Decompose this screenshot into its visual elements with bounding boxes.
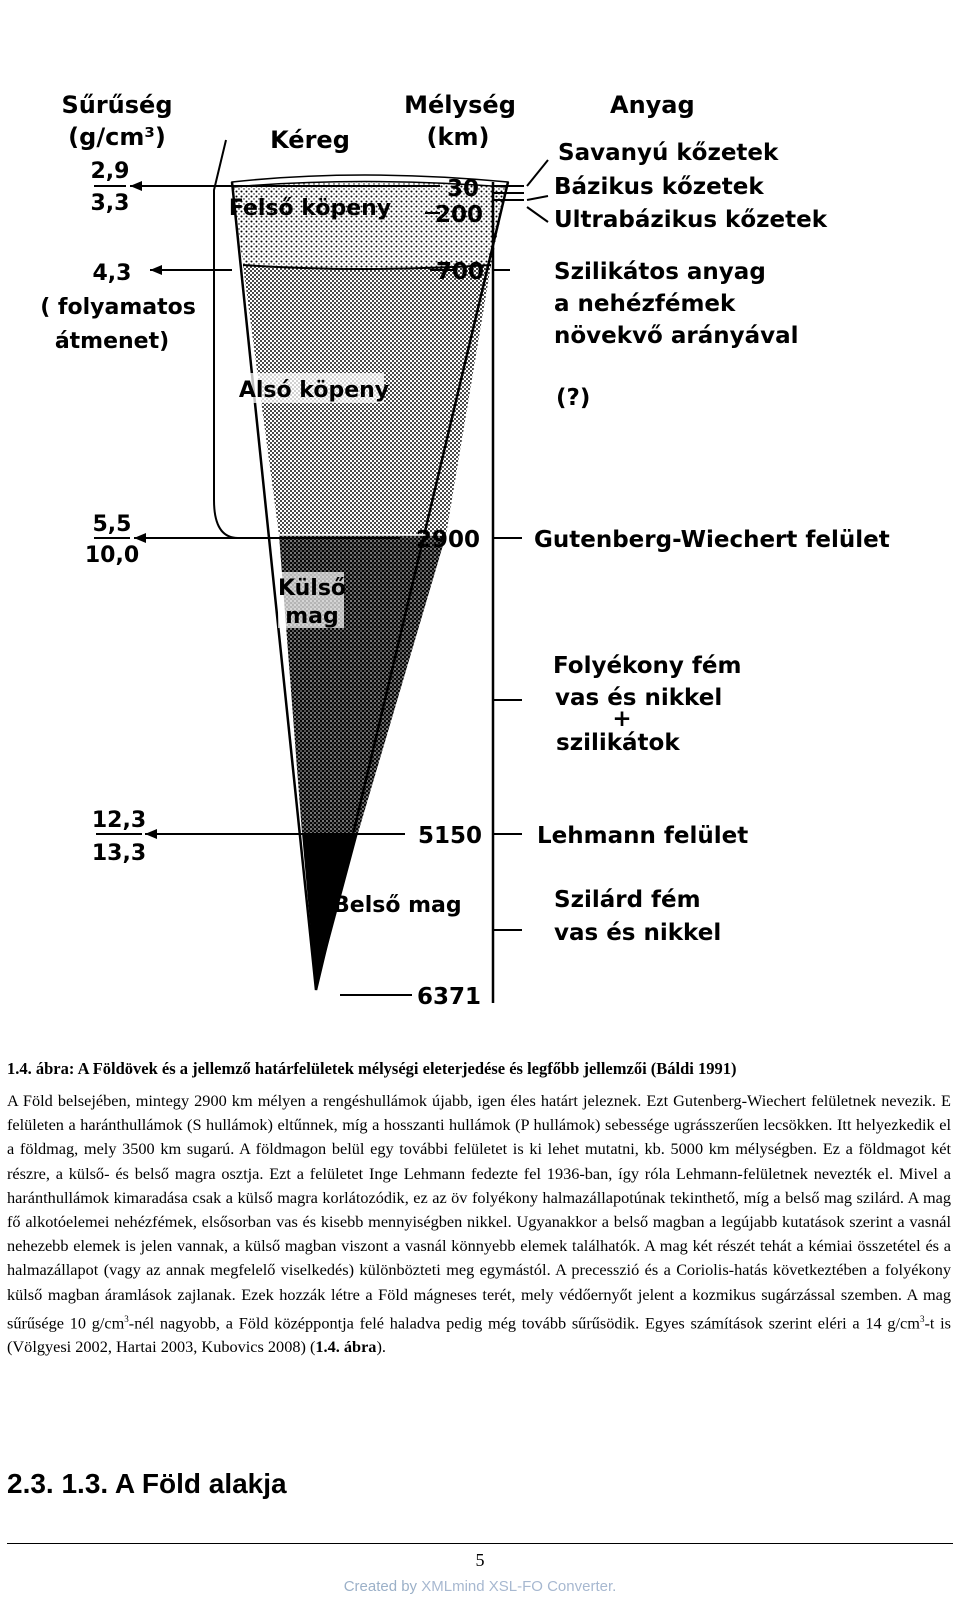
- density-lehmann-1: 12,3: [91, 808, 147, 833]
- outer-core-label-1: Külső: [277, 576, 347, 601]
- depth-200: 200: [434, 202, 484, 228]
- depth-30: 30: [446, 176, 480, 202]
- density-mantle-note-2: átmenet): [54, 329, 170, 354]
- material-mantle-3: növekvő arányával: [554, 323, 799, 349]
- material-mantle-1: Szilikátos anyag: [554, 259, 766, 285]
- depth-5150: 5150: [417, 823, 483, 849]
- depth-unit-header: (km): [426, 123, 490, 151]
- density-mantle-note-1: ( folyamatos: [40, 295, 196, 320]
- lower-mantle-label: Alsó köpeny: [238, 378, 390, 403]
- crust-label: Kéreg: [270, 126, 350, 154]
- density-crust-1: 2,9: [90, 159, 130, 184]
- material-basic-rocks: Bázikus kőzetek: [554, 174, 764, 200]
- page-number: 5: [475, 1550, 485, 1570]
- lehmann-surface-label: Lehmann felület: [537, 823, 749, 849]
- paragraph-end: -t is (Völgyesi 2002, Hartai 2003, Kubovics 2008) (: [7, 1313, 951, 1357]
- material-outer-core-plus: +: [612, 706, 632, 732]
- inner-core-label: Belső mag: [333, 893, 462, 918]
- caption-number: 1.4. ábra:: [7, 1059, 75, 1078]
- body-paragraph: [7, 1089, 951, 1360]
- density-gutenberg-2: 10,0: [84, 543, 140, 568]
- material-outer-core-2: vas és nikkel: [555, 685, 723, 711]
- outer-core-label-2: mag: [285, 604, 339, 629]
- material-ultrabasic-rocks: Ultrabázikus kőzetek: [554, 207, 828, 233]
- watermark-prefix: Created by: [343, 1578, 422, 1595]
- paragraph-main: A Föld belsejében, mintegy 2900 km mélyen a rengéshullámok újabb, igen éles határt jeleznek. Ezt Gutenberg-Wiechert felületnek nevezik. E felületen a haránthullámok (S hullámok) eltűnnek, míg a hosszanti hullámok (P hullámok) sebessége ugrásszerűen lecsökken. Itt helyezkedik el a földmag, mely 3500 km sugarú. A földmagon belül egy további felületet is ki lehet mutatni, kb. 5000 km mélységben. Ez a földmagot két részre, a külső- és belső magra osztja. Ezt a felületet Inge Lehmann fedezte fel 1936-ban, így róla Lehmann-felületnek nevezték el. Mivel a haránthullámok kimaradása csak a külső magra korlátozódik, ez az öv folyékony halmazállapotúnak tekinthető, míg a belső mag szilárd. A mag fő alkotóelemei nehézfémek, elsősorban vas és kisebb mennyiségben nikkel. Ugyanakkor a belső magban a legújabb kutatások szerint a vasnál nehezebb elemek is jelen vannak, a külső magban viszont a vasnál könnyebb elemek találhatók. A mag két részét tehát a kémiai összetétel és a halmazállapot (vagy az annak megfelelő viselkedés) különbözteti meg egymástól. A precesszió és a Coriolis-hatás következtében a folyékony külső magban áramlások zajlanak. Ezek hozzák létre a Föld mágneses terét, mely védőernyőt jelent a kozmikus sugárzással szemben. A mag sűrűsége 10 g/cm: [7, 1091, 951, 1333]
- material-inner-core-1: Szilárd fém: [554, 887, 701, 913]
- depth-2900: 2900: [415, 527, 481, 553]
- material-inner-core-2: vas és nikkel: [554, 920, 722, 946]
- density-mantle: 4,3: [92, 261, 132, 286]
- material-mantle-2: a nehézfémek: [554, 291, 736, 317]
- density-crust-2: 3,3: [90, 191, 130, 216]
- watermark-brand-link[interactable]: XMLmind XSL-FO Converter: [421, 1578, 613, 1595]
- superscript-1: 3: [124, 1313, 129, 1324]
- density-lehmann-2: 13,3: [91, 841, 147, 866]
- material-acidic-rocks: Savanyú kőzetek: [558, 140, 779, 166]
- material-connectors: [527, 160, 548, 222]
- paragraph-close: ).: [376, 1337, 386, 1357]
- depth-header: Mélység: [404, 91, 516, 119]
- superscript-2: 3: [919, 1313, 925, 1324]
- gutenberg-surface-label: Gutenberg-Wiechert felület: [534, 527, 890, 553]
- converter-watermark: [0, 1578, 960, 1595]
- caption-text: A Földövek és a jellemző határfelületek mélységi eleterjedése és legfőbb jellemzői (Báldi 1991): [74, 1059, 737, 1078]
- material-outer-core-3: szilikátok: [556, 730, 680, 756]
- section-heading: 2.3. 1.3. A Föld alakja: [7, 1468, 287, 1499]
- density-header: Sűrűség: [61, 91, 173, 119]
- density-gutenberg-1: 5,5: [92, 512, 132, 537]
- density-unit-header: (g/cm³): [68, 123, 166, 151]
- material-mantle-question: (?): [556, 385, 591, 411]
- depth-6371: 6371: [416, 984, 482, 1010]
- paragraph-mid: -nél nagyobb, a Föld középpontja felé haladva pedig még tovább sűrűsödik. Egyes számítások szerint eléri a 14 g/cm: [128, 1313, 920, 1333]
- material-outer-core-1: Folyékony fém: [553, 653, 742, 679]
- footer-divider: [7, 1543, 953, 1544]
- upper-mantle-label: Felső köpeny: [228, 196, 392, 221]
- depth-700: 700: [435, 259, 485, 285]
- material-header: Anyag: [610, 91, 695, 119]
- watermark-suffix: .: [612, 1578, 617, 1595]
- figure-caption: [7, 1059, 953, 1079]
- figure-reference-link[interactable]: 1.4. ábra: [315, 1337, 377, 1357]
